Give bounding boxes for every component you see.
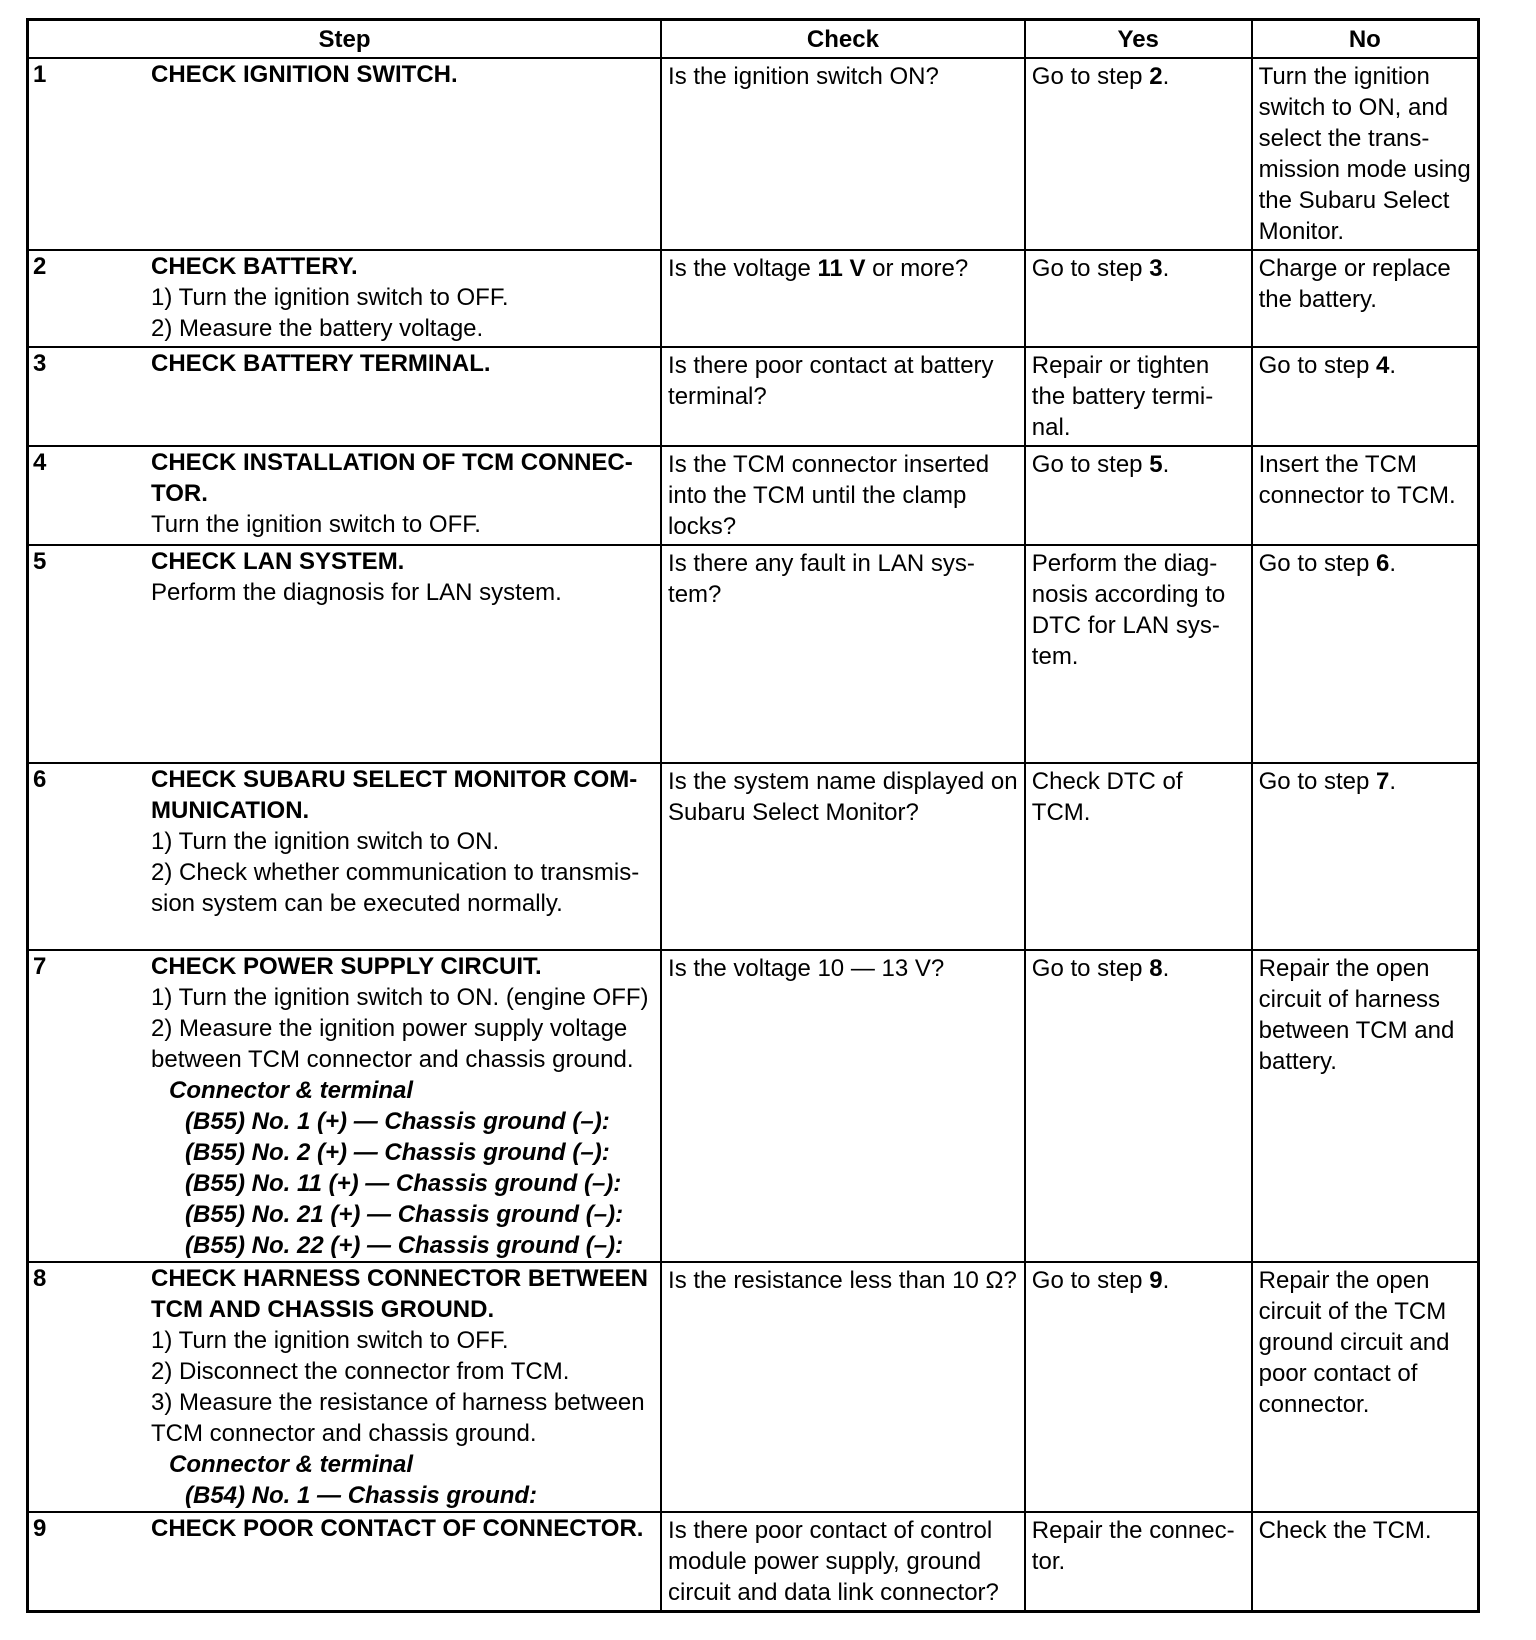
table-row xyxy=(28,950,1479,1262)
yes-cell: Repair the connec-tor. xyxy=(1025,1512,1252,1612)
yes-cell xyxy=(1025,950,1252,1262)
step-cell xyxy=(28,446,662,545)
table-row xyxy=(28,763,1479,950)
yes-cell: Perform the diag-nosis according to DTC for LAN sys-tem. xyxy=(1025,545,1252,763)
yes-cell xyxy=(1025,446,1252,545)
check-cell xyxy=(661,250,1025,347)
step-title: CHECK SUBARU SELECT MONITOR COM-MUNICATION. xyxy=(151,766,638,824)
check-suffix: or more? xyxy=(865,255,969,282)
check-cell: Is the TCM connector inserted into the TCM until the clamp locks? xyxy=(661,446,1025,545)
no-text: Go to step xyxy=(1258,550,1377,577)
no-step-ref: 4 xyxy=(1376,352,1390,379)
step-number: 3 xyxy=(33,350,47,377)
step-instruction: 1) Turn the ignition switch to OFF. xyxy=(151,1327,509,1354)
no-suffix: . xyxy=(1389,550,1397,577)
check-cell: Is the resistance less than 10 Ω? xyxy=(661,1262,1025,1512)
yes-step-ref: 5 xyxy=(1149,451,1163,478)
no-cell: Turn the ignition switch to ON, and select the trans-mission mode using the Subaru Select Monitor. xyxy=(1252,58,1479,250)
step-title: CHECK POWER SUPPLY CIRCUIT. xyxy=(151,953,542,980)
step-number: 1 xyxy=(33,61,47,88)
step-cell xyxy=(28,58,662,250)
step-title: CHECK HARNESS CONNECTOR BETWEEN TCM AND CHASSIS GROUND. xyxy=(151,1265,648,1323)
header-step: Step xyxy=(28,20,662,59)
header-check: Check xyxy=(661,20,1025,59)
no-cell: Charge or replace the battery. xyxy=(1252,250,1479,347)
step-instruction: 2) Check whether communication to transmis-sion system can be executed normally. xyxy=(151,859,640,917)
no-cell xyxy=(1252,763,1479,950)
check-cell: Is there poor contact of control module power supply, ground circuit and data link connector? xyxy=(661,1512,1025,1612)
yes-step-ref: 9 xyxy=(1149,1267,1163,1294)
step-instruction: 2) Disconnect the connector from TCM. xyxy=(151,1358,570,1385)
no-cell xyxy=(1252,347,1479,446)
step-number: 4 xyxy=(33,449,47,476)
check-cell: Is the ignition switch ON? xyxy=(661,58,1025,250)
header-no: No xyxy=(1252,20,1479,59)
diagnostic-table xyxy=(26,18,1480,1613)
check-cell: Is the voltage 10 — 13 V? xyxy=(661,950,1025,1262)
yes-cell xyxy=(1025,58,1252,250)
step-cell xyxy=(28,1512,662,1612)
step-title: CHECK BATTERY. xyxy=(151,253,358,280)
step-title: CHECK IGNITION SWITCH. xyxy=(151,61,458,88)
header-yes: Yes xyxy=(1025,20,1252,59)
table-row xyxy=(28,58,1479,250)
no-cell: Insert the TCM connector to TCM. xyxy=(1252,446,1479,545)
step-cell xyxy=(28,347,662,446)
table-row xyxy=(28,545,1479,763)
terminal-spec: (B55) No. 1 (+) — Chassis ground (–): xyxy=(185,1108,610,1135)
yes-cell: Check DTC of TCM. xyxy=(1025,763,1252,950)
terminal-spec: (B54) No. 1 — Chassis ground: xyxy=(185,1482,538,1509)
yes-cell xyxy=(1025,1262,1252,1512)
step-instruction: 2) Measure the battery voltage. xyxy=(151,315,484,342)
no-suffix: . xyxy=(1389,768,1397,795)
no-cell xyxy=(1252,545,1479,763)
step-instruction: 1) Turn the ignition switch to ON. (engine OFF) xyxy=(151,984,649,1011)
no-text: Go to step xyxy=(1258,352,1377,379)
yes-text: Go to step xyxy=(1031,451,1150,478)
check-cell: Is there any fault in LAN sys-tem? xyxy=(661,545,1025,763)
table-row xyxy=(28,1512,1479,1612)
step-instruction: 1) Turn the ignition switch to ON. xyxy=(151,828,500,855)
yes-suffix: . xyxy=(1162,255,1170,282)
terminal-spec: (B55) No. 22 (+) — Chassis ground (–): xyxy=(185,1232,624,1259)
step-number: 7 xyxy=(33,953,47,980)
terminal-spec: (B55) No. 2 (+) — Chassis ground (–): xyxy=(185,1139,610,1166)
yes-text: Go to step xyxy=(1031,255,1150,282)
step-cell xyxy=(28,545,662,763)
step-cell xyxy=(28,1262,662,1512)
yes-suffix: . xyxy=(1162,63,1170,90)
step-number: 8 xyxy=(33,1265,47,1292)
step-instruction: 1) Turn the ignition switch to OFF. xyxy=(151,284,509,311)
no-suffix: . xyxy=(1389,352,1397,379)
connector-terminal-label: Connector & terminal xyxy=(169,1077,414,1104)
yes-suffix: . xyxy=(1162,1267,1170,1294)
step-number: 9 xyxy=(33,1515,47,1542)
step-number: 2 xyxy=(33,253,47,280)
check-value: 11 V xyxy=(817,255,866,282)
yes-cell xyxy=(1025,250,1252,347)
no-cell: Check the TCM. xyxy=(1252,1512,1479,1612)
yes-step-ref: 8 xyxy=(1149,955,1163,982)
yes-text: Go to step xyxy=(1031,63,1150,90)
step-number: 5 xyxy=(33,548,47,575)
table-row xyxy=(28,446,1479,545)
no-cell: Repair the open circuit of the TCM ground circuit and poor contact of connector. xyxy=(1252,1262,1479,1512)
step-title: CHECK BATTERY TERMINAL. xyxy=(151,350,491,377)
no-step-ref: 7 xyxy=(1376,768,1390,795)
terminal-spec: (B55) No. 21 (+) — Chassis ground (–): xyxy=(185,1201,624,1228)
header-row xyxy=(28,20,1479,59)
connector-terminal-label: Connector & terminal xyxy=(169,1451,414,1478)
yes-text: Go to step xyxy=(1031,955,1150,982)
step-title: CHECK LAN SYSTEM. xyxy=(151,548,405,575)
check-text: Is the voltage xyxy=(668,255,818,282)
table-row xyxy=(28,347,1479,446)
step-instruction: 2) Measure the ignition power supply voltage between TCM connector and chassis ground. xyxy=(151,1015,634,1073)
yes-step-ref: 3 xyxy=(1149,255,1163,282)
no-cell: Repair the open circuit of harness between TCM and battery. xyxy=(1252,950,1479,1262)
step-cell xyxy=(28,950,662,1262)
check-cell: Is the system name displayed on Subaru Select Monitor? xyxy=(661,763,1025,950)
step-instruction: Perform the diagnosis for LAN system. xyxy=(151,579,562,606)
table-row xyxy=(28,1262,1479,1512)
step-cell xyxy=(28,250,662,347)
yes-suffix: . xyxy=(1162,451,1170,478)
check-cell: Is there poor contact at battery terminal? xyxy=(661,347,1025,446)
no-step-ref: 6 xyxy=(1376,550,1390,577)
step-instruction: 3) Measure the resistance of harness between TCM connector and chassis ground. xyxy=(151,1389,645,1447)
step-title: CHECK POOR CONTACT OF CONNECTOR. xyxy=(151,1515,644,1542)
yes-suffix: . xyxy=(1162,955,1170,982)
step-cell xyxy=(28,763,662,950)
table-row xyxy=(28,250,1479,347)
terminal-spec: (B55) No. 11 (+) — Chassis ground (–): xyxy=(185,1170,622,1197)
step-title: CHECK INSTALLATION OF TCM CONNEC-TOR. xyxy=(151,449,633,507)
step-instruction: Turn the ignition switch to OFF. xyxy=(151,511,481,538)
no-text: Go to step xyxy=(1258,768,1377,795)
yes-cell: Repair or tighten the battery termi-nal. xyxy=(1025,347,1252,446)
yes-text: Go to step xyxy=(1031,1267,1150,1294)
yes-step-ref: 2 xyxy=(1149,63,1163,90)
step-number: 6 xyxy=(33,766,47,793)
